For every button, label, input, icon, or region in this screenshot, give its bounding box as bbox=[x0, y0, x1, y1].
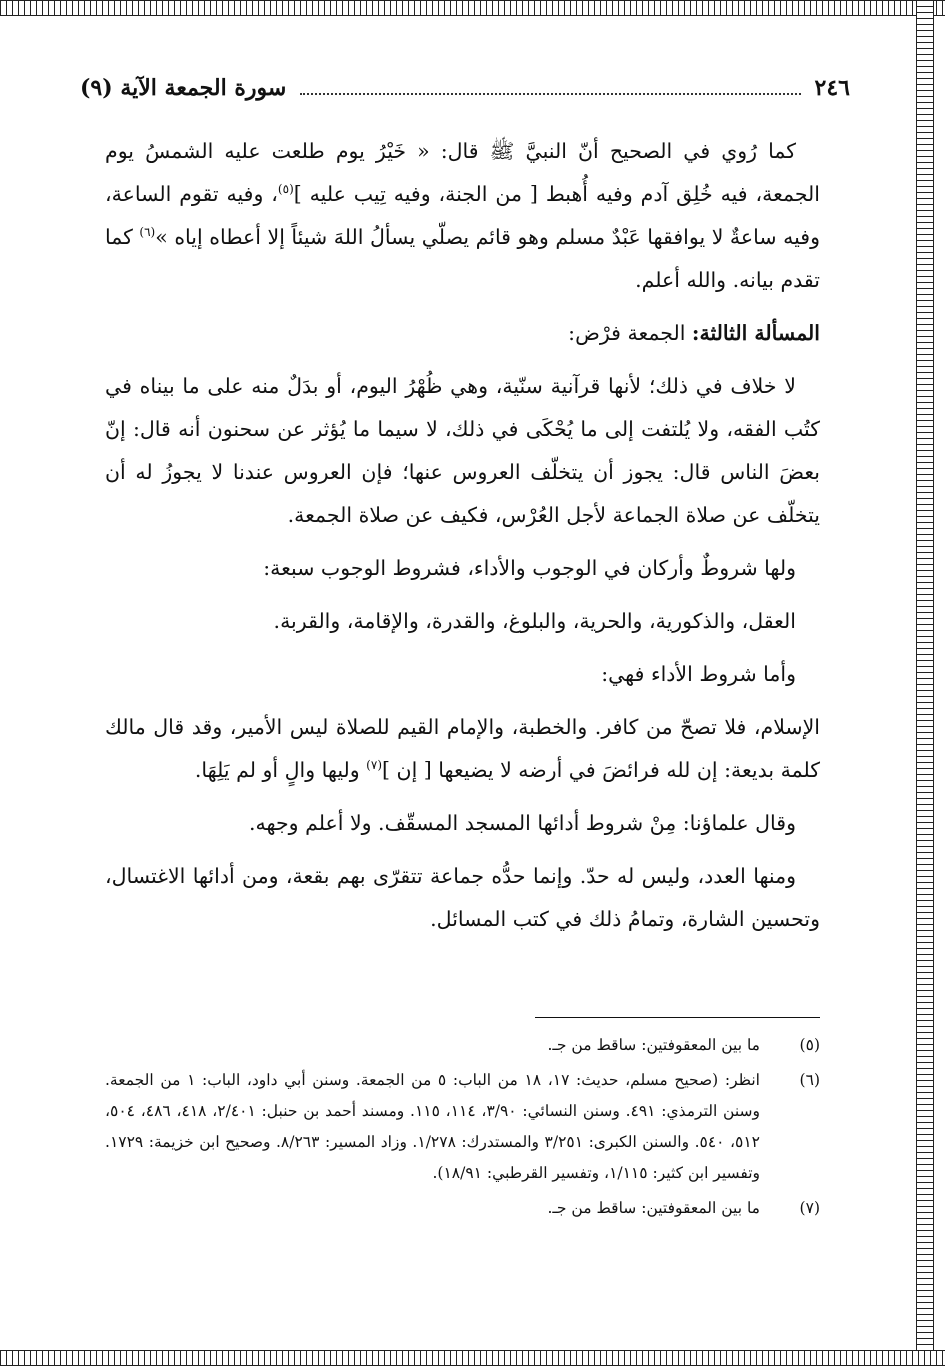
footnote-text: انظر: (صحيح مسلم، حديث: ١٧، ١٨ من الباب: ٥ من الجمعة. وسنن أبي داود، الباب: ١ من الجمعة. وسنن الترمذي: ٤٩١. وسنن النسائي: ٣/٩٠، ١١٤، ١١٥. ومسند أحمد بن حنبل: ٢/٤٠١، ٤١٨، ٤٨٦، ٥٠٤، ٥١٢، ٥٤٠. والسنن الكبرى: ٣/٢٥١ والمستدرك: ١/٢٧٨. وزاد المسير: ٨/٢٦٣. وصحيح ابن خزيمة: ١٧٢٩. وتفسير ابن كثير: ١/١١٥، وتفسير القرطبي: ١٨/٩١). bbox=[105, 1071, 760, 1182]
paragraph-4: ولها شروطٌ وأركان في الوجوب والأداء، فشروط الوجوب سبعة: bbox=[263, 556, 796, 580]
footnote-7 bbox=[105, 1193, 820, 1224]
footnote-number: (٦) bbox=[799, 1071, 820, 1089]
paragraph-1-part-c: كما تقدم بيانه. والله أعلم. bbox=[105, 225, 820, 292]
footnote-text: ما بين المعقوفتين: ساقط من جـ. bbox=[547, 1036, 760, 1054]
decorative-border-right bbox=[916, 0, 934, 1366]
footnotes bbox=[105, 1030, 820, 1228]
footnote-5 bbox=[105, 1030, 820, 1061]
running-header bbox=[80, 70, 850, 106]
footnote-ref-7: (٧) bbox=[366, 758, 382, 773]
footnote-number: (٥) bbox=[799, 1036, 820, 1054]
paragraph-3: لا خلاف في ذلك؛ لأنها قرآنية سنّية، وهي ظُهْرُ اليوم، أو بدَلٌ منه على ما بيناه في كتُب الفقه، ولا يُلتفت إلى ما يُحْكَى في ذلك، لا سيما ما يُؤثر عن سحنون أنه قال: إنّ بعضَ الناس قال: يجوز أن يتخلّف العروس عنها؛ فإن العروس عندنا لا يجوزُ له أن يتخلّف عن صلاة الجماعة لأجل العُرْس، فكيف عن صلاة الجمعة. bbox=[105, 374, 820, 527]
section-heading bbox=[105, 312, 820, 355]
paragraph-7-part-b: وليها والٍ أو لم يَلِهَا. bbox=[194, 758, 367, 782]
paragraph-1 bbox=[105, 130, 820, 302]
page-number: ٢٤٦ bbox=[814, 75, 850, 101]
header-dot-leader bbox=[300, 93, 800, 95]
paragraph-6: وأما شروط الأداء فهي: bbox=[601, 662, 796, 686]
paragraph-7-part-a: الإسلام، فلا تصحّ من كافر. والخطبة، والإمام القيم للصلاة ليس الأمير، وقد قال مالك كلمة بديعة: إن لله فرائضَ في أرضه لا يضيعها [ إن ] bbox=[105, 715, 820, 782]
footnote-ref-6: (٦) bbox=[139, 225, 156, 240]
paragraph-1-part-b: ، وفيه تقوم الساعة، وفيه ساعةٌ لا يوافقها عَبْدٌ مسلم وهو قائم يصلّي يسألُ اللهَ شيئاً إلا أعطاه إياه » bbox=[105, 182, 820, 249]
paragraph-9: ومنها العدد، وليس له حدّ. وإنما حدُّه جماعة تتقرّى بهم بقعة، ومن أدائها الاغتسال، وتحسين الشارة، وتمامُ ذلك في كتب المسائل. bbox=[105, 864, 820, 931]
decorative-border-bottom bbox=[0, 1350, 945, 1366]
footnote-ref-5: (٥) bbox=[277, 182, 294, 197]
main-text bbox=[105, 130, 820, 951]
paragraph-8: وقال علماؤنا: مِنْ شروط أدائها المسجد المسقّف. ولا أعلم وجهه. bbox=[249, 811, 796, 835]
section-heading-rest: الجمعة فرْض: bbox=[568, 321, 692, 345]
section-heading-label: المسألة الثالثة: bbox=[691, 321, 820, 345]
running-title: سورة الجمعة الآية (٩) bbox=[80, 75, 287, 101]
footnote-text: ما بين المعقوفتين: ساقط من جـ. bbox=[547, 1199, 760, 1217]
paragraph-7 bbox=[105, 706, 820, 792]
paragraph-1-part-a: كما رُوي في الصحيح أنّ النبيَّ ﷺ قال: « خَيْرُ يوم طلعت عليه الشمسُ يوم الجمعة، فيه خُلِق آدم وفيه أُهبط [ من الجنة، وفيه تِيب عليه ] bbox=[105, 139, 820, 206]
paragraph-5: العقل، والذكورية، والحرية، والبلوغ، والقدرة، والإقامة، والقربة. bbox=[273, 609, 796, 633]
footnote-separator bbox=[535, 1017, 820, 1018]
footnote-6 bbox=[105, 1065, 820, 1189]
footnote-number: (٧) bbox=[799, 1199, 820, 1217]
decorative-border-top bbox=[0, 0, 945, 16]
